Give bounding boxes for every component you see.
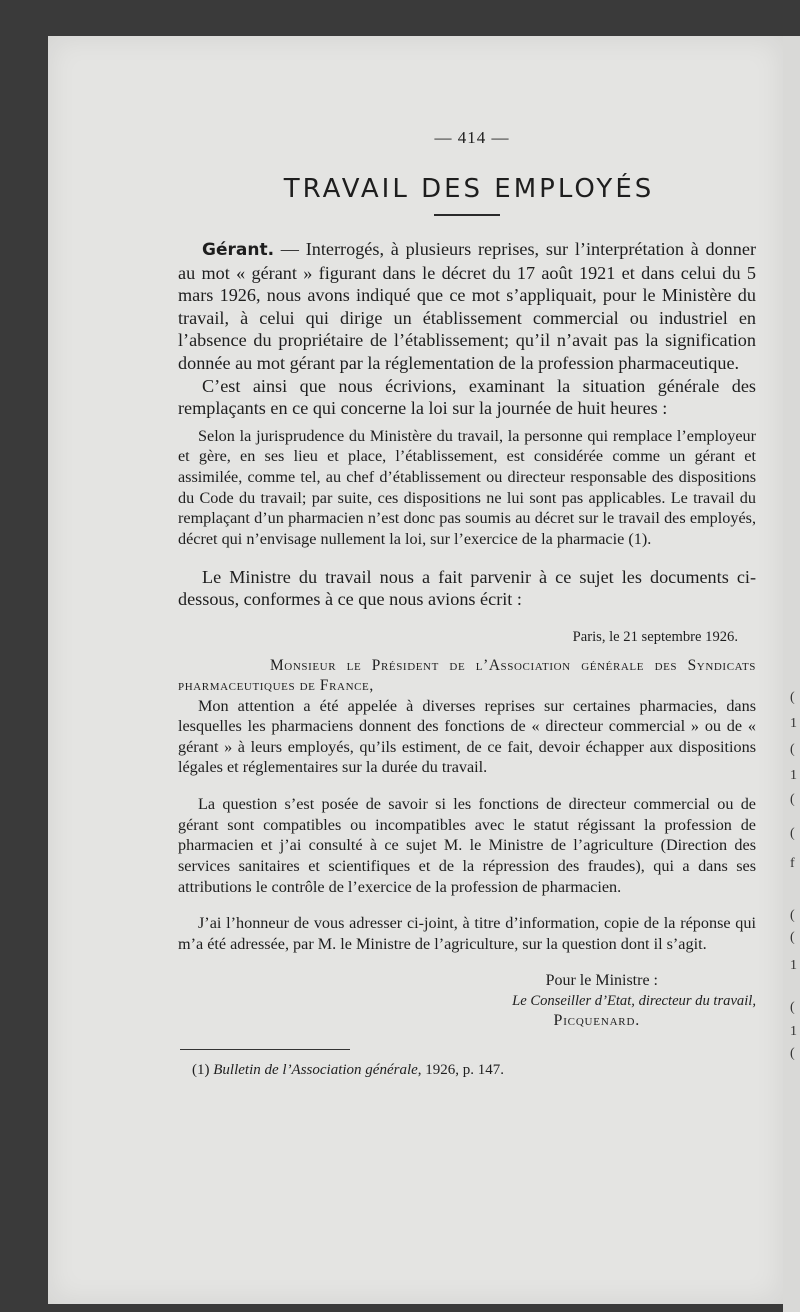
page-content <box>128 128 756 1079</box>
signature-for-minister: Pour le Ministre : <box>545 971 658 989</box>
paragraph-remplacants: C’est ainsi que nous écrivions, examinant la situation générale des remplaçants en ce qui concerne la loi sur la journée de huit heures : <box>178 375 756 419</box>
adjacent-page-edge <box>783 36 800 1312</box>
adjacent-page-glyph: ( <box>790 930 795 945</box>
footnote-citation: , 1926, p. 147. <box>417 1061 505 1078</box>
adjacent-page-glyph: ( <box>790 792 795 807</box>
adjacent-page-glyph: 1 <box>790 716 797 731</box>
paragraph-gerant <box>178 238 756 375</box>
adjacent-page-glyph: f <box>790 856 795 871</box>
title-rule <box>434 214 500 216</box>
footnote <box>192 1062 756 1079</box>
letter-paragraph-2: La question s’est posée de savoir si les fonctions de directeur commercial ou de gérant sont compatibles ou incompatibles avec le statut régissant la profession de pharmacien et j’ai consulté à ce sujet M. le Ministre de l’agriculture (Direction des services sanitaires et scientifiques et de la répression des fraudes), qui a dans ses attributions le contrôle de l’exercice de la profession de pharmacien. <box>178 795 756 896</box>
footnote-source: Bulletin de l’Association générale <box>213 1061 418 1078</box>
adjacent-page-glyph: 1 <box>790 768 797 783</box>
body-text-2 <box>178 566 756 611</box>
adjacent-page-glyph: ( <box>790 742 795 757</box>
adjacent-page-glyph: ( <box>790 1000 795 1015</box>
term-gerant: Gérant. <box>202 240 275 260</box>
adjacent-page-glyph: ( <box>790 908 795 923</box>
adjacent-page-glyph: ( <box>790 826 795 841</box>
paragraph-gerant-text: — Interrogés, à plusieurs reprises, sur l’interprétation à donner au mot « gérant » figurant dans le décret du 17 août 1921 et dans celui du 5 mars 1926, nous avons indiqué que ce mot s’appliquait, pour le Ministère du travail, à celui qui dirige un établissement commercial ou industriel en l’absence du propriétaire de l’établissement; qu’il n’avait pas la signification donnée au mot gérant par la réglementation de la profession pharmaceutique. <box>178 239 756 373</box>
paragraph-ministre: Le Ministre du travail nous a fait parvenir à ce sujet les documents ci-dessous, conformes à ce que nous avions écrit : <box>178 566 756 610</box>
letter-paragraph-3: J’ai l’honneur de vous adresser ci-joint, à titre d’information, copie de la réponse qui m’a été adressée, par M. le Ministre de l’agriculture, sur la question dont il s’agit. <box>178 914 756 953</box>
section-title: TRAVAIL DES EMPLOYÉS <box>283 174 655 204</box>
letter-paragraph-1: Mon attention a été appelée à diverses reprises sur certaines pharmacies, dans lesquelles les pharmaciens donnent des fonctions de « directeur commercial » ou de « gérant » à leurs employés, qu’ils estiment, de ce fait, devoir échapper aux dispositions légales et réglementaires sur la durée du travail. <box>178 696 756 777</box>
signature-name: Picquenard. <box>553 1011 640 1029</box>
quoted-jurisprudence: Selon la jurisprudence du Ministère du travail, la personne qui remplace l’employeur et gère, en ses lieu et place, l’établissement, est considérée comme un gérant et assimilée, comme tel, au chef d’établissement ou directeur responsable des dispositions du Code du travail; par suite, ces dispositions ne lui sont pas applicables. Le travail du remplaçant d’un pharmacien n’est donc pas soumis au décret sur le travail des employés, décret qui n’envisage nullement la loi, sur l’exercice de la pharmacie (1). <box>178 426 756 548</box>
letter-signature <box>128 971 756 1031</box>
page-number: — 414 — <box>434 128 510 147</box>
letter-addressee: Monsieur le Président de l’Association générale des Syndicats pharmaceutiques de France, <box>178 656 756 694</box>
body-text <box>178 238 756 420</box>
adjacent-page-glyph: ( <box>790 1046 795 1061</box>
footnote-marker: (1) <box>192 1061 214 1078</box>
signature-title: Le Conseiller d’Etat, directeur du travail, <box>512 992 756 1009</box>
adjacent-page-glyph: ( <box>790 690 795 705</box>
letter-date: Paris, le 21 septembre 1926. <box>572 628 738 645</box>
footnote-rule <box>180 1049 350 1050</box>
adjacent-page-glyph: 1 <box>790 958 797 973</box>
adjacent-page-glyph: 1 <box>790 1024 797 1039</box>
